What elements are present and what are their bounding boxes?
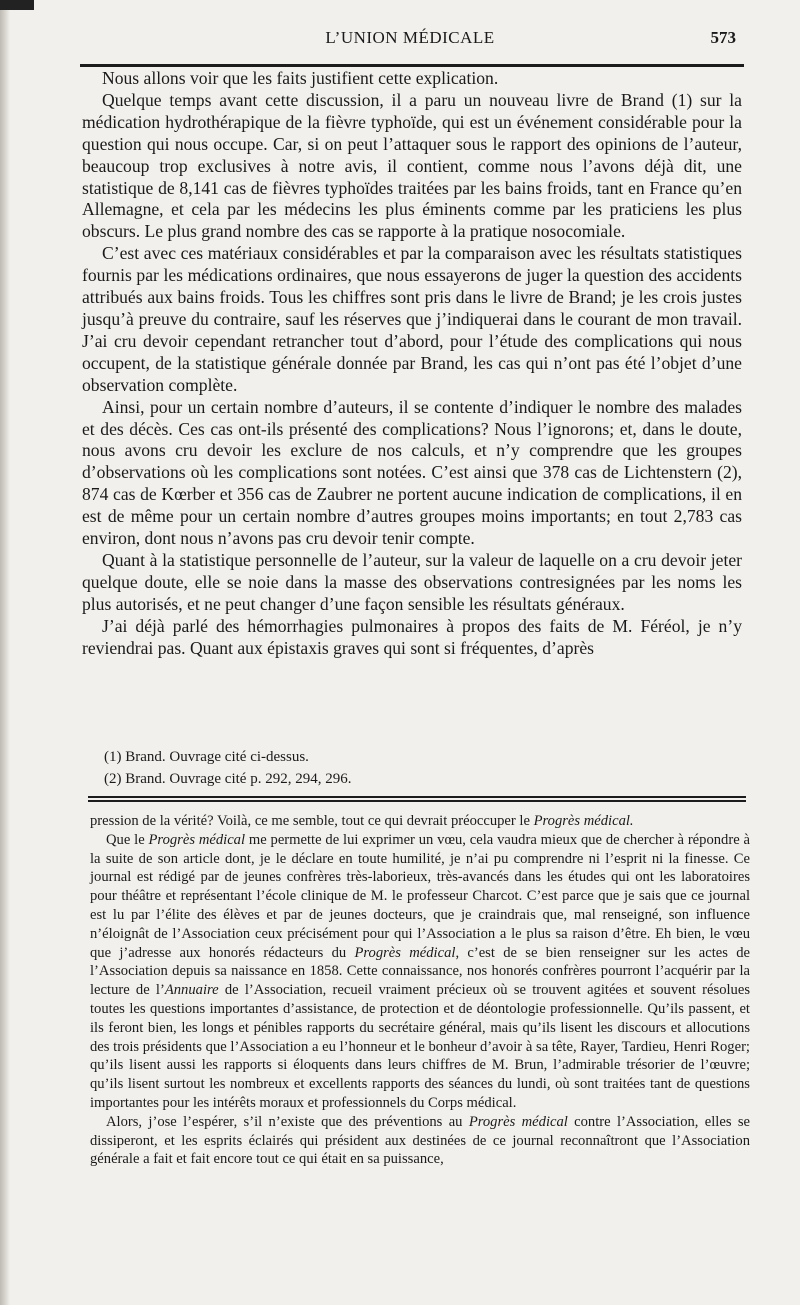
text-run: Que le — [106, 831, 149, 848]
paragraph: Quant à la statistique personnelle de l’auteur, sur la valeur de laquelle on a cru devoir jeter quelque doute, elle se noie dans la masse des observations contresignées par les noms les plus autorisés, et ne peut changer d’une façon sensible les résultats généraux. — [82, 549, 742, 614]
page-edge — [0, 0, 10, 1305]
paragraph: J’ai déjà parlé des hémorrhagies pulmonaires à propos des faits de M. Féréol, je n’y reviendrai pas. Quant aux épistaxis graves qui sont si fréquentes, d’après — [82, 615, 742, 658]
paragraph — [90, 812, 750, 831]
journal-title: Progrès médical. — [533, 813, 634, 829]
footnotes — [104, 746, 724, 790]
text-run: Alors, j’ose l’espérer, s’il n’existe que des préventions au — [106, 1113, 469, 1130]
text-run: , c’est de se bien renseigner sur les actes de l’Association depuis sa naissance en 1858. Cette connaissance, nos honorés confrères pourront l’acquérir par la lecture de l’ — [90, 944, 751, 999]
page-number: 573 — [710, 28, 736, 47]
section-rule-top — [88, 796, 746, 798]
text-run: de l’Association, recueil vraiment précieux où se trouvent agitées et souvent résolues toutes les questions importantes d’assistance, de protection et de déontologie professionnelle. Qu’ils passent, et ils feront bien, les longs et pénibles rapports du secrétaire général, mais qu’ils lisent les discours et allocutions des trois présidents que l’Association a eu l’honneur et le bonheur d’avoir à sa tête, Rayer, Tardieu, Henri Roger; qu’ils lisent aussi les rapports si éloquents dans leurs chiffres de M. Brun, l’admirable trésorier de l’œuvre; qu’ils lisent surtout les nombreux et excellents rapports des séances du lundi, où sont traitées tant de questions importantes pour les intérêts moraux et professionnels du Corps médical. — [90, 982, 751, 1111]
paragraph: Ainsi, pour un certain nombre d’auteurs, il se contente d’indiquer le nombre des malades et des décès. Ces cas ont-ils présenté des complications? Nous l’ignorons; et, dans le doute, nous avons cru devoir les exclure de nos calculs, et n’y comprendre que les groupes d’observations où les complications sont notées. C’est ainsi que 378 cas de Lichtenstern (2), 874 cas de Kœrber et 356 cas de Zaubrer ne portent aucune indication de complications, il en est de même pour un certain nombre d’autres groupes moins importants; en tout 2,783 cas environ, dont nous n’avons pas cru devoir tenir compte. — [82, 396, 742, 549]
paragraph — [90, 831, 750, 1113]
journal-title: Progrès médical — [148, 831, 246, 848]
feuilleton-article — [90, 812, 750, 1169]
journal-title: Progrès médical — [468, 1113, 568, 1130]
paragraph: C’est avec ces matériaux considérables et par la comparaison avec les résultats statistiques fournis par les médications ordinaires, que nous essayerons de juger la question des accidents attribués aux bains froids. Tous les chiffres sont pris dans le livre de Brand; je les crois justes jusqu’à preuve du contraire, sauf les réserves que j’indiquerai dans le courant de mon travail. J’ai cru devoir cependant retrancher tout d’abord, pour l’étude des complications qui nous occupent, de la statistique générale donnée par Brand, les cas qui n’ont pas été l’objet d’une observation complète. — [82, 243, 742, 395]
header-rule — [80, 64, 744, 67]
page-corner-mark — [0, 0, 34, 10]
paragraph: Quelque temps avant cette discussion, il a paru un nouveau livre de Brand (1) sur la médication hydrothérapique de la fièvre typhoïde, qui est un événement considérable pour la question qui nous occupe. Car, si on peut l’attaquer sous le rapport des opinions de l’auteur, beaucoup trop exclusives à notre avis, il contient, comme nous l’avons déjà dit, une statistique de 8,141 cas de fièvres typhoïdes traitées par les bains froids, tant en France qu’en Allemagne, et cela par les médecins les plus éminents comme par les praticiens les plus obscurs. Le plus grand nombre des cas se rapporte à la pratique nosocomiale. — [82, 89, 742, 242]
main-article — [82, 68, 742, 659]
paragraph — [90, 1113, 750, 1169]
text-run: pression de la vérité? Voilà, ce me semble, tout ce qui devrait préoccuper le — [90, 813, 534, 829]
annuaire-title: Annuaire — [164, 982, 219, 999]
page-header — [80, 28, 740, 52]
text-run: me permette de lui exprimer un vœu, cela vaudra mieux que de chercher à répondre à la suite de son article dont, je le déclare en toute humilité, je n’ai pu comprendre ni l’esprit ni la finesse. Ce journal est rédigé par de jeunes confrères très-laborieux, très-avancés dans les études qui ont les laboratoires pour théâtre et représentant l’école clinique de M. le professeur Charcot. C’est parce que je sais que ce journal est lu par l’élite des élèves et par de jeunes docteurs, que je craindrais que, mal renseigné, son influence n’éloignât de l’Association ceux précisément pour qui l’Association a le plus sa raison d’être. Eh bien, le vœu que j’adresse aux honorés rédacteurs du — [90, 831, 750, 961]
running-title: L’UNION MÉDICALE — [325, 28, 495, 47]
text-run: contre l’Association, elles se dissiperont, et les esprits éclairés qui président aux destinées de ce journal reconnaîtront que l’Association générale a fait et fait encore tout ce qui était en sa puissance, — [90, 1113, 751, 1168]
journal-title: Progrès médical — [354, 944, 456, 961]
section-rule-bottom — [88, 800, 746, 802]
footnote: (2) Brand. Ouvrage cité p. 292, 294, 296. — [104, 771, 352, 787]
footnote: (1) Brand. Ouvrage cité ci-dessus. — [104, 749, 309, 765]
paragraph: Nous allons voir que les faits justifient cette explication. — [102, 68, 499, 88]
